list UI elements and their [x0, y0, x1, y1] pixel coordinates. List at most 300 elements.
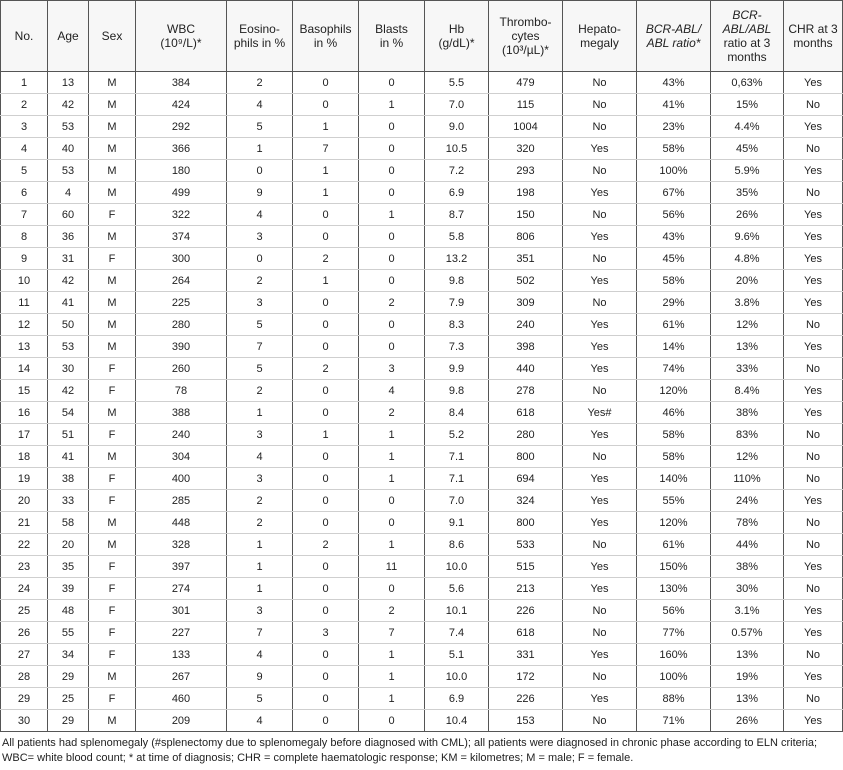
cell-blasts: 1: [359, 666, 425, 688]
cell-bcr-abl-3-months: 45%: [711, 138, 784, 160]
cell-hb: 5.8: [425, 226, 489, 248]
cell-hb: 8.6: [425, 534, 489, 556]
cell-hb: 5.2: [425, 424, 489, 446]
cell-bcr-abl-3-months: 26%: [711, 710, 784, 732]
cell-wbc: 384: [136, 72, 227, 94]
cell-wbc: 304: [136, 446, 227, 468]
cell-bcr-abl-ratio: 74%: [637, 358, 711, 380]
cell-thrombocytes: 479: [489, 72, 563, 94]
cell-bcr-abl-3-months: 30%: [711, 578, 784, 600]
cell-bcr-abl-3-months: 0.57%: [711, 622, 784, 644]
cell-sex: M: [89, 512, 136, 534]
cell-basophils: 0: [293, 688, 359, 710]
cell-blasts: 1: [359, 94, 425, 116]
cell-hb: 9.8: [425, 380, 489, 402]
cell-eosinophils: 5: [227, 116, 293, 138]
cell-age: 38: [48, 468, 89, 490]
cell-chr-3-months: Yes: [784, 710, 843, 732]
cell-basophils: 0: [293, 314, 359, 336]
cell-wbc: 397: [136, 556, 227, 578]
cell-blasts: 0: [359, 710, 425, 732]
cell-basophils: 0: [293, 512, 359, 534]
cell-chr-3-months: No: [784, 468, 843, 490]
cell-eosinophils: 2: [227, 380, 293, 402]
cell-hb: 6.9: [425, 688, 489, 710]
cell-blasts: 3: [359, 358, 425, 380]
cell-hb: 9.8: [425, 270, 489, 292]
cell-bcr-abl-3-months: 12%: [711, 314, 784, 336]
cell-chr-3-months: No: [784, 578, 843, 600]
cell-chr-3-months: Yes: [784, 160, 843, 182]
col-header-blasts: Blasts in %: [359, 1, 425, 72]
cell-basophils: 0: [293, 600, 359, 622]
cell-basophils: 0: [293, 644, 359, 666]
cell-no: 14: [1, 358, 48, 380]
cell-sex: F: [89, 204, 136, 226]
cell-no: 8: [1, 226, 48, 248]
cell-hb: 10.5: [425, 138, 489, 160]
cell-hb: 7.3: [425, 336, 489, 358]
col-header-age: Age: [48, 1, 89, 72]
cell-blasts: 1: [359, 534, 425, 556]
cell-eosinophils: 4: [227, 644, 293, 666]
cell-basophils: 3: [293, 622, 359, 644]
table-row: [1, 424, 843, 446]
cell-sex: M: [89, 336, 136, 358]
col-header-bcr-abl-ratio: BCR-ABL/ ABL ratio*: [637, 1, 711, 72]
cell-blasts: 4: [359, 380, 425, 402]
cell-eosinophils: 4: [227, 446, 293, 468]
cell-blasts: 1: [359, 446, 425, 468]
cell-thrombocytes: 324: [489, 490, 563, 512]
table-row: [1, 578, 843, 600]
cell-hb: 8.4: [425, 402, 489, 424]
col-header-chr-3-months: CHR at 3 months: [784, 1, 843, 72]
cell-age: 42: [48, 94, 89, 116]
cell-bcr-abl-3-months: 20%: [711, 270, 784, 292]
cell-sex: F: [89, 622, 136, 644]
col-header-bcr-abl-3-months: BCR- ABL/ABL ratio at 3 months: [711, 1, 784, 72]
cell-wbc: 366: [136, 138, 227, 160]
cell-wbc: 227: [136, 622, 227, 644]
cell-blasts: 0: [359, 578, 425, 600]
cell-bcr-abl-3-months: 24%: [711, 490, 784, 512]
cell-eosinophils: 4: [227, 710, 293, 732]
cell-wbc: 274: [136, 578, 227, 600]
cell-hepatomegaly: No: [563, 248, 637, 270]
cell-wbc: 300: [136, 248, 227, 270]
cell-thrombocytes: 150: [489, 204, 563, 226]
cell-sex: M: [89, 160, 136, 182]
cell-wbc: 133: [136, 644, 227, 666]
cell-hepatomegaly: No: [563, 622, 637, 644]
cell-wbc: 390: [136, 336, 227, 358]
cell-chr-3-months: Yes: [784, 622, 843, 644]
col-header-no: No.: [1, 1, 48, 72]
cell-hepatomegaly: Yes: [563, 270, 637, 292]
cell-chr-3-months: Yes: [784, 270, 843, 292]
cell-bcr-abl-3-months: 13%: [711, 688, 784, 710]
cell-bcr-abl-3-months: 44%: [711, 534, 784, 556]
cell-bcr-abl-3-months: 3.8%: [711, 292, 784, 314]
cell-thrombocytes: 320: [489, 138, 563, 160]
table-row: [1, 710, 843, 732]
table-row: [1, 160, 843, 182]
cell-basophils: 0: [293, 204, 359, 226]
cell-thrombocytes: 293: [489, 160, 563, 182]
cell-sex: F: [89, 688, 136, 710]
cell-no: 11: [1, 292, 48, 314]
cell-blasts: 0: [359, 160, 425, 182]
table-row: [1, 644, 843, 666]
cell-hepatomegaly: Yes: [563, 644, 637, 666]
cell-chr-3-months: Yes: [784, 600, 843, 622]
cell-eosinophils: 2: [227, 270, 293, 292]
cell-chr-3-months: Yes: [784, 116, 843, 138]
cell-sex: M: [89, 314, 136, 336]
cell-eosinophils: 9: [227, 666, 293, 688]
cell-bcr-abl-3-months: 38%: [711, 556, 784, 578]
cell-thrombocytes: 115: [489, 94, 563, 116]
cell-eosinophils: 9: [227, 182, 293, 204]
cell-no: 13: [1, 336, 48, 358]
cell-age: 33: [48, 490, 89, 512]
cell-bcr-abl-3-months: 4.8%: [711, 248, 784, 270]
cell-eosinophils: 1: [227, 402, 293, 424]
cell-chr-3-months: Yes: [784, 72, 843, 94]
cell-no: 5: [1, 160, 48, 182]
cell-thrombocytes: 533: [489, 534, 563, 556]
table-row: [1, 292, 843, 314]
cell-hb: 10.4: [425, 710, 489, 732]
table-row: [1, 72, 843, 94]
table-row: [1, 204, 843, 226]
cell-hepatomegaly: No: [563, 380, 637, 402]
cell-hepatomegaly: Yes: [563, 556, 637, 578]
cell-basophils: 0: [293, 710, 359, 732]
cell-basophils: 0: [293, 402, 359, 424]
cell-sex: F: [89, 248, 136, 270]
cell-bcr-abl-ratio: 55%: [637, 490, 711, 512]
cell-wbc: 264: [136, 270, 227, 292]
cell-age: 30: [48, 358, 89, 380]
cell-no: 7: [1, 204, 48, 226]
table-row: [1, 600, 843, 622]
cell-no: 22: [1, 534, 48, 556]
cell-blasts: 1: [359, 644, 425, 666]
cell-basophils: 2: [293, 534, 359, 556]
cell-wbc: 388: [136, 402, 227, 424]
cell-blasts: 0: [359, 182, 425, 204]
cell-bcr-abl-ratio: 150%: [637, 556, 711, 578]
cell-basophils: 1: [293, 270, 359, 292]
table-row: [1, 116, 843, 138]
cell-blasts: 0: [359, 116, 425, 138]
cell-basophils: 0: [293, 490, 359, 512]
cell-thrombocytes: 331: [489, 644, 563, 666]
cell-chr-3-months: No: [784, 314, 843, 336]
cell-wbc: 78: [136, 380, 227, 402]
cell-age: 50: [48, 314, 89, 336]
cell-hepatomegaly: No: [563, 600, 637, 622]
cell-basophils: 2: [293, 358, 359, 380]
cell-age: 42: [48, 270, 89, 292]
cell-eosinophils: 2: [227, 72, 293, 94]
cell-age: 39: [48, 578, 89, 600]
cell-wbc: 267: [136, 666, 227, 688]
cell-eosinophils: 0: [227, 248, 293, 270]
cell-sex: F: [89, 600, 136, 622]
cell-basophils: 0: [293, 226, 359, 248]
table-body: [1, 72, 843, 732]
cell-hepatomegaly: Yes: [563, 314, 637, 336]
cell-no: 19: [1, 468, 48, 490]
col-header-sex: Sex: [89, 1, 136, 72]
cell-bcr-abl-3-months: 3.1%: [711, 600, 784, 622]
cell-sex: M: [89, 446, 136, 468]
cell-sex: M: [89, 666, 136, 688]
cell-thrombocytes: 806: [489, 226, 563, 248]
cell-sex: M: [89, 94, 136, 116]
cell-eosinophils: 5: [227, 688, 293, 710]
cell-wbc: 460: [136, 688, 227, 710]
cell-bcr-abl-ratio: 120%: [637, 512, 711, 534]
cell-blasts: 1: [359, 424, 425, 446]
table-row: [1, 182, 843, 204]
cell-age: 60: [48, 204, 89, 226]
cell-chr-3-months: No: [784, 512, 843, 534]
cell-age: 41: [48, 292, 89, 314]
cell-bcr-abl-ratio: 14%: [637, 336, 711, 358]
cell-bcr-abl-ratio: 61%: [637, 314, 711, 336]
cell-chr-3-months: Yes: [784, 204, 843, 226]
cell-sex: F: [89, 578, 136, 600]
cell-eosinophils: 4: [227, 204, 293, 226]
cell-thrombocytes: 309: [489, 292, 563, 314]
cell-eosinophils: 5: [227, 358, 293, 380]
cell-no: 16: [1, 402, 48, 424]
cell-basophils: 7: [293, 138, 359, 160]
cell-bcr-abl-ratio: 41%: [637, 94, 711, 116]
cell-chr-3-months: No: [784, 358, 843, 380]
cell-thrombocytes: 515: [489, 556, 563, 578]
cell-bcr-abl-ratio: 77%: [637, 622, 711, 644]
cell-eosinophils: 7: [227, 336, 293, 358]
cell-age: 53: [48, 160, 89, 182]
cell-age: 36: [48, 226, 89, 248]
cell-eosinophils: 2: [227, 512, 293, 534]
cell-chr-3-months: Yes: [784, 666, 843, 688]
cell-bcr-abl-ratio: 140%: [637, 468, 711, 490]
cell-bcr-abl-ratio: 61%: [637, 534, 711, 556]
cell-bcr-abl-3-months: 19%: [711, 666, 784, 688]
cell-blasts: 1: [359, 688, 425, 710]
table-row: [1, 512, 843, 534]
cell-blasts: 1: [359, 468, 425, 490]
col-header-wbc: WBC (10⁹/L)*: [136, 1, 227, 72]
cell-blasts: 0: [359, 270, 425, 292]
cell-thrombocytes: 502: [489, 270, 563, 292]
cell-wbc: 400: [136, 468, 227, 490]
cell-age: 58: [48, 512, 89, 534]
cell-hb: 7.4: [425, 622, 489, 644]
cell-bcr-abl-ratio: 43%: [637, 226, 711, 248]
table-footnote: All patients had splenomegaly (#splenectomy due to splenomegaly before diagnosed with CML); all patients were diagnosed in chronic phase according to ELN criteria; WBC= white blood count; * at time of diagnosis; CHR = complete haematologic response; KM = kilometres; M = male; F = female.: [2, 737, 818, 764]
cell-age: 25: [48, 688, 89, 710]
cell-no: 4: [1, 138, 48, 160]
cell-wbc: 328: [136, 534, 227, 556]
cell-blasts: 2: [359, 292, 425, 314]
cell-thrombocytes: 278: [489, 380, 563, 402]
col-header-hb: Hb (g/dL)*: [425, 1, 489, 72]
cell-no: 26: [1, 622, 48, 644]
table-row: [1, 556, 843, 578]
cell-bcr-abl-3-months: 26%: [711, 204, 784, 226]
cell-eosinophils: 1: [227, 556, 293, 578]
cell-bcr-abl-3-months: 12%: [711, 446, 784, 468]
cell-blasts: 0: [359, 336, 425, 358]
cell-no: 10: [1, 270, 48, 292]
cell-age: 20: [48, 534, 89, 556]
cell-chr-3-months: No: [784, 644, 843, 666]
cell-blasts: 0: [359, 226, 425, 248]
cell-hepatomegaly: Yes#: [563, 402, 637, 424]
cell-hb: 9.1: [425, 512, 489, 534]
cell-no: 1: [1, 72, 48, 94]
cell-bcr-abl-ratio: 56%: [637, 204, 711, 226]
cell-basophils: 1: [293, 424, 359, 446]
table-row: [1, 666, 843, 688]
cell-eosinophils: 2: [227, 490, 293, 512]
cell-thrombocytes: 694: [489, 468, 563, 490]
cell-hepatomegaly: No: [563, 446, 637, 468]
cell-age: 13: [48, 72, 89, 94]
cell-age: 31: [48, 248, 89, 270]
cell-bcr-abl-ratio: 58%: [637, 446, 711, 468]
cell-age: 55: [48, 622, 89, 644]
cell-hepatomegaly: Yes: [563, 424, 637, 446]
cell-sex: F: [89, 556, 136, 578]
cell-chr-3-months: No: [784, 138, 843, 160]
table-row: [1, 622, 843, 644]
cell-thrombocytes: 226: [489, 688, 563, 710]
cell-blasts: 0: [359, 138, 425, 160]
cell-hb: 10.0: [425, 666, 489, 688]
cell-eosinophils: 1: [227, 534, 293, 556]
cell-thrombocytes: 213: [489, 578, 563, 600]
table-row: [1, 94, 843, 116]
cell-blasts: 2: [359, 402, 425, 424]
cell-sex: M: [89, 534, 136, 556]
cell-blasts: 1: [359, 204, 425, 226]
cell-bcr-abl-3-months: 8.4%: [711, 380, 784, 402]
cell-thrombocytes: 618: [489, 402, 563, 424]
cell-thrombocytes: 153: [489, 710, 563, 732]
cell-bcr-abl-ratio: 71%: [637, 710, 711, 732]
cell-bcr-abl-ratio: 58%: [637, 138, 711, 160]
cell-age: 4: [48, 182, 89, 204]
cell-hb: 7.1: [425, 468, 489, 490]
table-row: [1, 534, 843, 556]
cell-age: 34: [48, 644, 89, 666]
cell-basophils: 1: [293, 116, 359, 138]
cell-basophils: 1: [293, 160, 359, 182]
cell-basophils: 0: [293, 292, 359, 314]
cell-no: 30: [1, 710, 48, 732]
cell-no: 23: [1, 556, 48, 578]
cell-sex: F: [89, 468, 136, 490]
cell-hb: 7.0: [425, 94, 489, 116]
cell-age: 54: [48, 402, 89, 424]
cell-wbc: 424: [136, 94, 227, 116]
cell-hb: 13.2: [425, 248, 489, 270]
cell-eosinophils: 1: [227, 578, 293, 600]
cell-chr-3-months: No: [784, 688, 843, 710]
cell-no: 15: [1, 380, 48, 402]
cell-hepatomegaly: No: [563, 116, 637, 138]
cell-wbc: 225: [136, 292, 227, 314]
cell-bcr-abl-ratio: 100%: [637, 666, 711, 688]
cell-age: 41: [48, 446, 89, 468]
cell-hb: 10.0: [425, 556, 489, 578]
cell-hb: 6.9: [425, 182, 489, 204]
cell-eosinophils: 3: [227, 424, 293, 446]
cell-age: 35: [48, 556, 89, 578]
table-row: [1, 468, 843, 490]
col-header-thrombocytes: Thrombo- cytes (10³/µL)*: [489, 1, 563, 72]
cell-bcr-abl-3-months: 13%: [711, 644, 784, 666]
cell-sex: M: [89, 710, 136, 732]
col-header-basophils: Basophils in %: [293, 1, 359, 72]
cell-eosinophils: 3: [227, 226, 293, 248]
cell-bcr-abl-3-months: 0,63%: [711, 72, 784, 94]
cell-bcr-abl-3-months: 33%: [711, 358, 784, 380]
cell-eosinophils: 7: [227, 622, 293, 644]
cell-bcr-abl-3-months: 13%: [711, 336, 784, 358]
cell-eosinophils: 3: [227, 468, 293, 490]
cell-wbc: 280: [136, 314, 227, 336]
cell-basophils: 0: [293, 468, 359, 490]
cell-thrombocytes: 1004: [489, 116, 563, 138]
cell-thrombocytes: 226: [489, 600, 563, 622]
cell-wbc: 322: [136, 204, 227, 226]
cell-eosinophils: 4: [227, 94, 293, 116]
cell-no: 18: [1, 446, 48, 468]
cell-hepatomegaly: No: [563, 72, 637, 94]
cell-basophils: 0: [293, 94, 359, 116]
cell-chr-3-months: Yes: [784, 556, 843, 578]
cell-chr-3-months: No: [784, 446, 843, 468]
cell-blasts: 0: [359, 314, 425, 336]
cell-hb: 7.2: [425, 160, 489, 182]
cell-wbc: 285: [136, 490, 227, 512]
cell-bcr-abl-ratio: 100%: [637, 160, 711, 182]
cell-sex: F: [89, 380, 136, 402]
cell-no: 9: [1, 248, 48, 270]
cell-age: 29: [48, 666, 89, 688]
cell-sex: M: [89, 292, 136, 314]
cell-hepatomegaly: No: [563, 534, 637, 556]
table-row: [1, 380, 843, 402]
cell-sex: F: [89, 490, 136, 512]
cell-age: 53: [48, 336, 89, 358]
cell-eosinophils: 5: [227, 314, 293, 336]
cell-sex: M: [89, 402, 136, 424]
cell-age: 29: [48, 710, 89, 732]
cell-basophils: 1: [293, 182, 359, 204]
cell-hb: 7.0: [425, 490, 489, 512]
cell-no: 20: [1, 490, 48, 512]
